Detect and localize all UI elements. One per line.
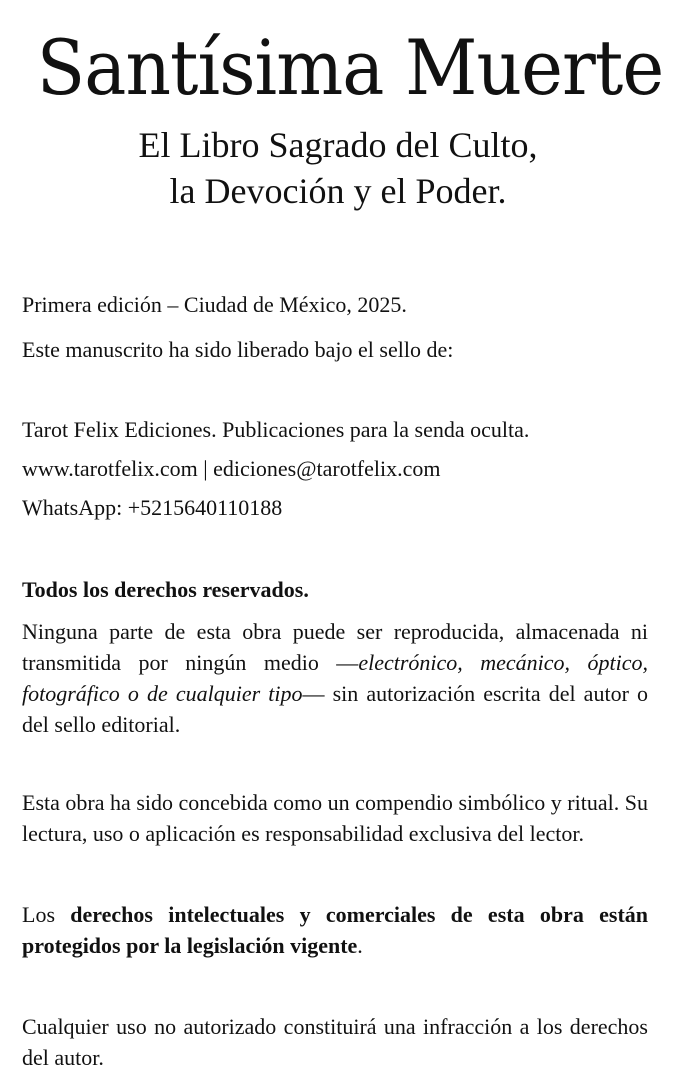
legal-prefix: Los [22, 902, 71, 927]
rights-paragraph [22, 616, 648, 740]
infraction-paragraph: Cualquier uso no autorizado constituirá una infracción a los derechos del autor. [22, 1014, 648, 1070]
edition-line: Primera edición – Ciudad de México, 2025. [22, 292, 407, 317]
publisher-whatsapp: WhatsApp: +5215640110188 [22, 495, 283, 520]
rights-text-italic: electrónico, mecánico, óptico, fotográfico o de cualquier tipo [22, 650, 649, 706]
publisher-contact: www.tarotfelix.com | ediciones@tarotfelix.com [22, 456, 441, 481]
concept-paragraph: Esta obra ha sido concebida como un compendio simbólico y ritual. Su lectura, uso o aplicación es responsabilidad exclusiva del lector. [22, 790, 648, 846]
publisher-name: Tarot Felix Ediciones. Publicaciones para la senda oculta. [22, 417, 530, 442]
subtitle-line-1: El Libro Sagrado del Culto, [138, 125, 538, 165]
publisher-intro-line: Este manuscrito ha sido liberado bajo el sello de: [22, 337, 454, 362]
book-subtitle [0, 122, 676, 214]
subtitle-line-2: la Devoción y el Poder. [169, 171, 507, 211]
rights-text-start: Ninguna parte de esta obra puede ser reproducida, almacenada ni transmitida por ningún medio — [22, 619, 648, 675]
legal-suffix: . [357, 933, 363, 958]
legal-paragraph [22, 899, 648, 961]
book-title: Santísima Muerte [36, 23, 664, 112]
rights-heading: Todos los derechos reservados. [22, 577, 309, 602]
legal-bold-text: derechos intelectuales y comerciales de esta obra están protegidos por la legislación vigente [22, 902, 649, 958]
rights-text-end: — sin autorización escrita del autor o del sello editorial. [22, 681, 648, 737]
